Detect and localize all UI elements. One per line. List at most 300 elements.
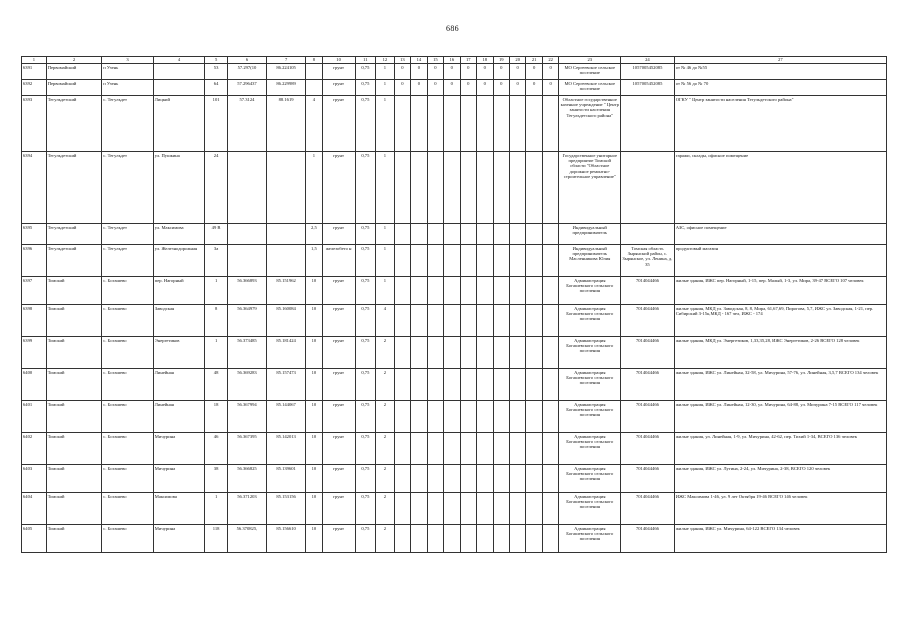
table-cell: Томский [46,525,102,553]
table-cell: 0,75 [355,465,376,493]
table-cell: 2 [376,401,395,433]
table-cell [509,369,525,401]
table-cell [509,245,525,277]
table-cell: 10 [306,493,322,525]
table-cell: 0 [526,80,542,96]
table-cell [460,493,476,525]
table-cell [227,224,266,245]
table-cell [493,277,509,305]
table-cell: 0 [477,80,493,96]
table-cell: 1 [376,80,395,96]
table-cell [427,493,443,525]
table-cell: 0 [460,80,476,96]
table-cell: 0 [509,80,525,96]
table-cell [477,493,493,525]
table-cell [411,245,427,277]
table-cell [411,433,427,465]
table-cell: 6395 [22,224,47,245]
table-cell [477,525,493,553]
table-cell: 0 [444,80,460,96]
table-cell: 101 [205,96,228,152]
table-cell: 0 [394,64,410,80]
table-cell [509,305,525,337]
table-cell [621,152,675,224]
table-cell [460,277,476,305]
table-cell: 0,75 [355,305,376,337]
table-cell: 1057005452085 [621,64,675,80]
table-cell: жилые здания, ИЖС пер. Нагорный, 1-15, пер. Малый, 1-3, ул. Мира, 39-47 ВСЕГО 107 человек [674,277,886,305]
table-cell: грунт [322,465,355,493]
table-cell [526,401,542,433]
table-cell: 38 [205,465,228,493]
table-cell: с. Богашево [102,369,153,401]
table-cell: 0,75 [355,493,376,525]
table-cell: 6403 [22,465,47,493]
column-number: 15 [427,57,443,64]
table-cell: 4 [376,305,395,337]
table-cell: 0,75 [355,525,376,553]
table-cell: 0 [542,64,558,80]
table-cell [394,465,410,493]
table-cell [477,369,493,401]
table-cell [394,96,410,152]
table-cell: 0,75 [355,337,376,369]
table-cell: продуктовый магазин [674,245,886,277]
table-cell: 1 [376,64,395,80]
table-cell: 6391 [22,64,47,80]
table-cell: МО Сергеевское сельское поселение [559,80,621,96]
table-cell [542,245,558,277]
table-cell: Заводская [153,305,204,337]
table-cell [460,465,476,493]
table-cell: 85.142013 [267,433,306,465]
table-cell: 24 [205,152,228,224]
table-cell [526,152,542,224]
column-number: 23 [559,57,621,64]
table-cell: ИЖС Максимова 1-46, ул. 9 лет Октября 19-46 ВСЕГО 146 человек [674,493,886,525]
table-cell: Администрация Богашевского сельского поселения [559,305,621,337]
table-cell: грунт [322,64,355,80]
table-cell: п Узень [102,80,153,96]
table-cell [509,96,525,152]
table-row [22,245,887,277]
table-cell: 2 [376,465,395,493]
table-cell: Томский [46,493,102,525]
column-number: 20 [509,57,525,64]
table-cell: 0 [411,64,427,80]
table-cell: 56.367395 [227,433,266,465]
table-cell [267,245,306,277]
table-cell: Мичурина [153,465,204,493]
table-cell: с. Тегульдет [102,152,153,224]
table-cell [526,525,542,553]
table-cell: Индивидуальный предприниматель [559,224,621,245]
table-cell [460,224,476,245]
table-cell: 0 [542,80,558,96]
table-cell: 6392 [22,80,47,96]
table-row [22,525,887,553]
table-cell [460,401,476,433]
table-row [22,465,887,493]
table-cell: жилые здания, ИЖС ул. Линейная, 32-58, ул. Мичурина, 57-76, ул. Линейная, 3,5,7 ВСЕГО 134 человек [674,369,886,401]
table-cell [493,369,509,401]
table-cell [542,152,558,224]
table-cell: Максимова [153,493,204,525]
column-number: 1 [22,57,47,64]
table-cell [542,525,558,553]
table-cell: 10 [306,465,322,493]
table-cell: 1 [376,277,395,305]
table-cell: 0,75 [355,433,376,465]
table-cell [460,152,476,224]
table-cell [621,224,675,245]
table-cell: грунт [322,224,355,245]
table-cell [493,401,509,433]
table-cell [411,96,427,152]
table-cell: Лицкий [153,96,204,152]
table-cell: грунт [322,369,355,401]
table-cell [267,152,306,224]
column-number: 18 [477,57,493,64]
table-cell [542,493,558,525]
table-cell [411,401,427,433]
table-cell [526,245,542,277]
table-cell: 7014044466 [621,337,675,369]
table-cell [394,224,410,245]
table-cell [444,369,460,401]
table-cell: Линейная [153,401,204,433]
table-cell: 57.3124 [227,96,266,152]
table-cell: жилые здания, ИЖС ул. Лугина, 2-24, ул. Мичурина, 2-38, ВСЕГО 120 человек [674,465,886,493]
table-cell: 0 [526,64,542,80]
column-number: 13 [394,57,410,64]
table-cell: с. Богашево [102,433,153,465]
table-cell [427,433,443,465]
table-cell: 10 [306,305,322,337]
table-cell [509,465,525,493]
table-cell: 56.366825 [227,465,266,493]
table-cell: 2 [376,525,395,553]
table-cell: с. Богашево [102,465,153,493]
table-cell: с. Тегульдет [102,245,153,277]
table-cell: 0 [411,80,427,96]
table-cell [427,277,443,305]
table-cell: 0 [427,64,443,80]
table-cell: грунт [322,305,355,337]
table-cell: 7014044466 [621,305,675,337]
table-cell: с. Тегульдет [102,96,153,152]
table-cell [394,369,410,401]
table-cell [493,305,509,337]
column-number: 10 [322,57,355,64]
table-cell [306,64,322,80]
table-cell: 0 [509,64,525,80]
table-cell [542,433,558,465]
table-cell [493,465,509,493]
table-cell [542,337,558,369]
table-cell: 85.144067 [267,401,306,433]
table-cell: Томский [46,433,102,465]
table-cell [444,96,460,152]
table-cell: 53 [205,64,228,80]
table-cell [509,525,525,553]
table-cell [227,152,266,224]
table-cell: Областное государственное казенное учреждение " Центр занятости населения Тегульдетского района" [559,96,621,152]
table-cell: 10 [306,525,322,553]
table-cell [477,96,493,152]
table-cell: с. Богашево [102,525,153,553]
page-number: 686 [446,24,459,33]
table-cell: железобето н [322,245,355,277]
table-cell: 1 [306,152,322,224]
column-number: 24 [621,57,675,64]
table-cell: 86.224105 [267,64,306,80]
table-cell: 6404 [22,493,47,525]
table-cell [444,245,460,277]
table-cell: Администрация Богашевского сельского поселения [559,493,621,525]
table-cell: 0 [493,64,509,80]
table-cell: с. Богашево [102,401,153,433]
table-cell [477,152,493,224]
table-cell: 46 [205,433,228,465]
table-cell: 2 [376,369,395,401]
table-cell [427,465,443,493]
table-row [22,305,887,337]
table-cell: Первомайский [46,64,102,80]
table-cell [411,525,427,553]
table-cell: 0,75 [355,96,376,152]
table-cell [411,337,427,369]
table-cell [444,305,460,337]
table-cell: пер. Нагорный [153,277,204,305]
table-cell [394,277,410,305]
table-cell: 0 [427,80,443,96]
table-cell: 10 [306,369,322,401]
table-cell: 7014044466 [621,433,675,465]
table-cell [509,493,525,525]
table-cell: грунт [322,401,355,433]
table-cell [477,224,493,245]
table-cell: с. Богашево [102,493,153,525]
table-cell: 8 [205,305,228,337]
table-cell [493,224,509,245]
table-cell: 6394 [22,152,47,224]
table-cell: с. Тегульдет [102,224,153,245]
table-cell: Администрация Богашевского сельского поселения [559,277,621,305]
table-cell [621,96,675,152]
table-cell: 1 [376,224,395,245]
table-cell: 0,75 [355,152,376,224]
table-cell [411,277,427,305]
table-cell [411,305,427,337]
table-cell [427,369,443,401]
table-cell [542,369,558,401]
table-cell [267,224,306,245]
table-cell [394,401,410,433]
table-cell: Тегульдетский [46,224,102,245]
table-cell: МО Сергеевское сельское поселение [559,64,621,80]
table-cell: 1 [376,96,395,152]
table-cell: 1057005452085 [621,80,675,96]
table-cell: 2 [376,337,395,369]
table-cell [444,277,460,305]
table-row [22,337,887,369]
table-cell: 10 [306,337,322,369]
table-cell: Тегульдетский [46,96,102,152]
table-cell: ул. Пушкина [153,152,204,224]
table-cell: 6393 [22,96,47,152]
table-cell: 0 [460,64,476,80]
table-cell [411,493,427,525]
table-cell [427,337,443,369]
table-cell [526,337,542,369]
table-cell: жилые здания, МКД ул. Заводская, 8, 8, Мира, 61,67,69, Пирогова, 5,7, ИЖС ул. Заводская, 1-21, пер. Сибирский 3-15к,МКД - 167 чел, ИЖС - 174 [674,305,886,337]
table-cell: 2 [376,493,395,525]
table-cell [460,369,476,401]
table-cell: Администрация Богашевского сельского поселения [559,525,621,553]
table-cell: 3а [205,245,228,277]
table-cell [493,433,509,465]
column-number: 16 [444,57,460,64]
table-cell: 0,75 [355,224,376,245]
table-cell [526,277,542,305]
table-cell: Томский [46,305,102,337]
table-cell [509,401,525,433]
table-cell: Томский [46,277,102,305]
table-cell: 1,5 [306,245,322,277]
table-cell: гаражи, склады, офисное помещение [674,152,886,224]
table-cell [427,305,443,337]
column-number: 14 [411,57,427,64]
table-cell: 0 [394,80,410,96]
table-cell: АЗС, офисное помещение [674,224,886,245]
column-number: 6 [227,57,266,64]
header-row [22,57,887,64]
column-number: 4 [153,57,204,64]
table-cell [526,369,542,401]
table-cell: Тегульдетский [46,152,102,224]
table-row [22,401,887,433]
table-cell [460,433,476,465]
table-cell: 85.153156 [267,493,306,525]
table-cell: 85.139601 [267,465,306,493]
table-cell [227,245,266,277]
table-cell [306,80,322,96]
table-cell: 2,5 [306,224,322,245]
column-number: 19 [493,57,509,64]
table-cell: 118 [205,525,228,553]
table-cell [477,305,493,337]
table-cell: жилые здания, ул. Линейная, 1-9, ул. Мичурина, 42-62, пер. Тихий 1-34, ВСЕГО 136 человек [674,433,886,465]
table-cell: 56.366893 [227,277,266,305]
table-cell: грунт [322,152,355,224]
table-cell [477,401,493,433]
table-cell: 1 [376,245,395,277]
table-cell [526,433,542,465]
registry-table [21,56,887,553]
table-cell: Администрация Богашевского сельского поселения [559,433,621,465]
table-cell: 85.181424 [267,337,306,369]
table-row [22,433,887,465]
table-cell: 56.367994 [227,401,266,433]
table-cell: 85.160084 [267,305,306,337]
table-cell [509,152,525,224]
table-cell [493,337,509,369]
table-row [22,493,887,525]
table-cell: грунт [322,493,355,525]
table-cell: жилые здания, МКД ул. Энергетиков, 1,33,35,28, ИЖС Энергетиков, 2-26 ВСЕГО 128 человек [674,337,886,369]
column-number: 7 [267,57,306,64]
table-cell: грунт [322,277,355,305]
table-cell [444,493,460,525]
table-cell: 49 В [205,224,228,245]
column-number: 17 [460,57,476,64]
table-cell [460,245,476,277]
table-cell: 56.373485 [227,337,266,369]
table-cell: 0,75 [355,277,376,305]
table-cell [444,224,460,245]
table-cell [509,277,525,305]
table-cell: 10 [306,433,322,465]
table-cell [427,245,443,277]
table-cell: грунт [322,96,355,152]
table-cell [444,525,460,553]
table-cell: от № 56 до № 70 [674,80,886,96]
table-cell [542,305,558,337]
column-number: 2 [46,57,102,64]
table-cell [444,152,460,224]
table-cell: 6398 [22,305,47,337]
table-cell [394,337,410,369]
table-cell [460,525,476,553]
table-cell: 86.229989 [267,80,306,96]
table-cell: жилые здания, ИЖС ул. Линейная, 12-30, ул. Мичурина, 64-88, ул. Мичурина 7-15 ВСЕГО 117 человек [674,401,886,433]
table-cell [444,337,460,369]
table-cell: 6402 [22,433,47,465]
column-number: 21 [526,57,542,64]
table-cell: 0,75 [355,80,376,96]
table-cell [477,337,493,369]
table-cell [526,465,542,493]
table-cell: Томский [46,401,102,433]
table-cell [411,369,427,401]
table-cell: п Узень [102,64,153,80]
table-cell: 7014044466 [621,369,675,401]
table-cell: грунт [322,525,355,553]
table-cell: ул. Максимова [153,224,204,245]
table-cell: 1 [376,152,395,224]
table-cell [427,401,443,433]
table-cell: Томская область Зырянский район, с. Зырянское, ул. Ленина, д. 35 [621,245,675,277]
table-cell [542,465,558,493]
table-row [22,152,887,224]
column-number: 8 [306,57,322,64]
table-cell: 85.156610 [267,525,306,553]
table-cell: 56.371203 [227,493,266,525]
table-cell: 0 [444,64,460,80]
table-cell: Мичурина [153,525,204,553]
table-cell [542,277,558,305]
table-cell: с. Богашево [102,337,153,369]
column-number: 3 [102,57,153,64]
table-cell [411,465,427,493]
table-cell: 7014044466 [621,465,675,493]
table-cell: 64 [205,80,228,96]
table-cell [493,525,509,553]
table-cell: Томский [46,465,102,493]
table-cell: 48 [205,369,228,401]
table-cell: Администрация Богашевского сельского поселения [559,465,621,493]
